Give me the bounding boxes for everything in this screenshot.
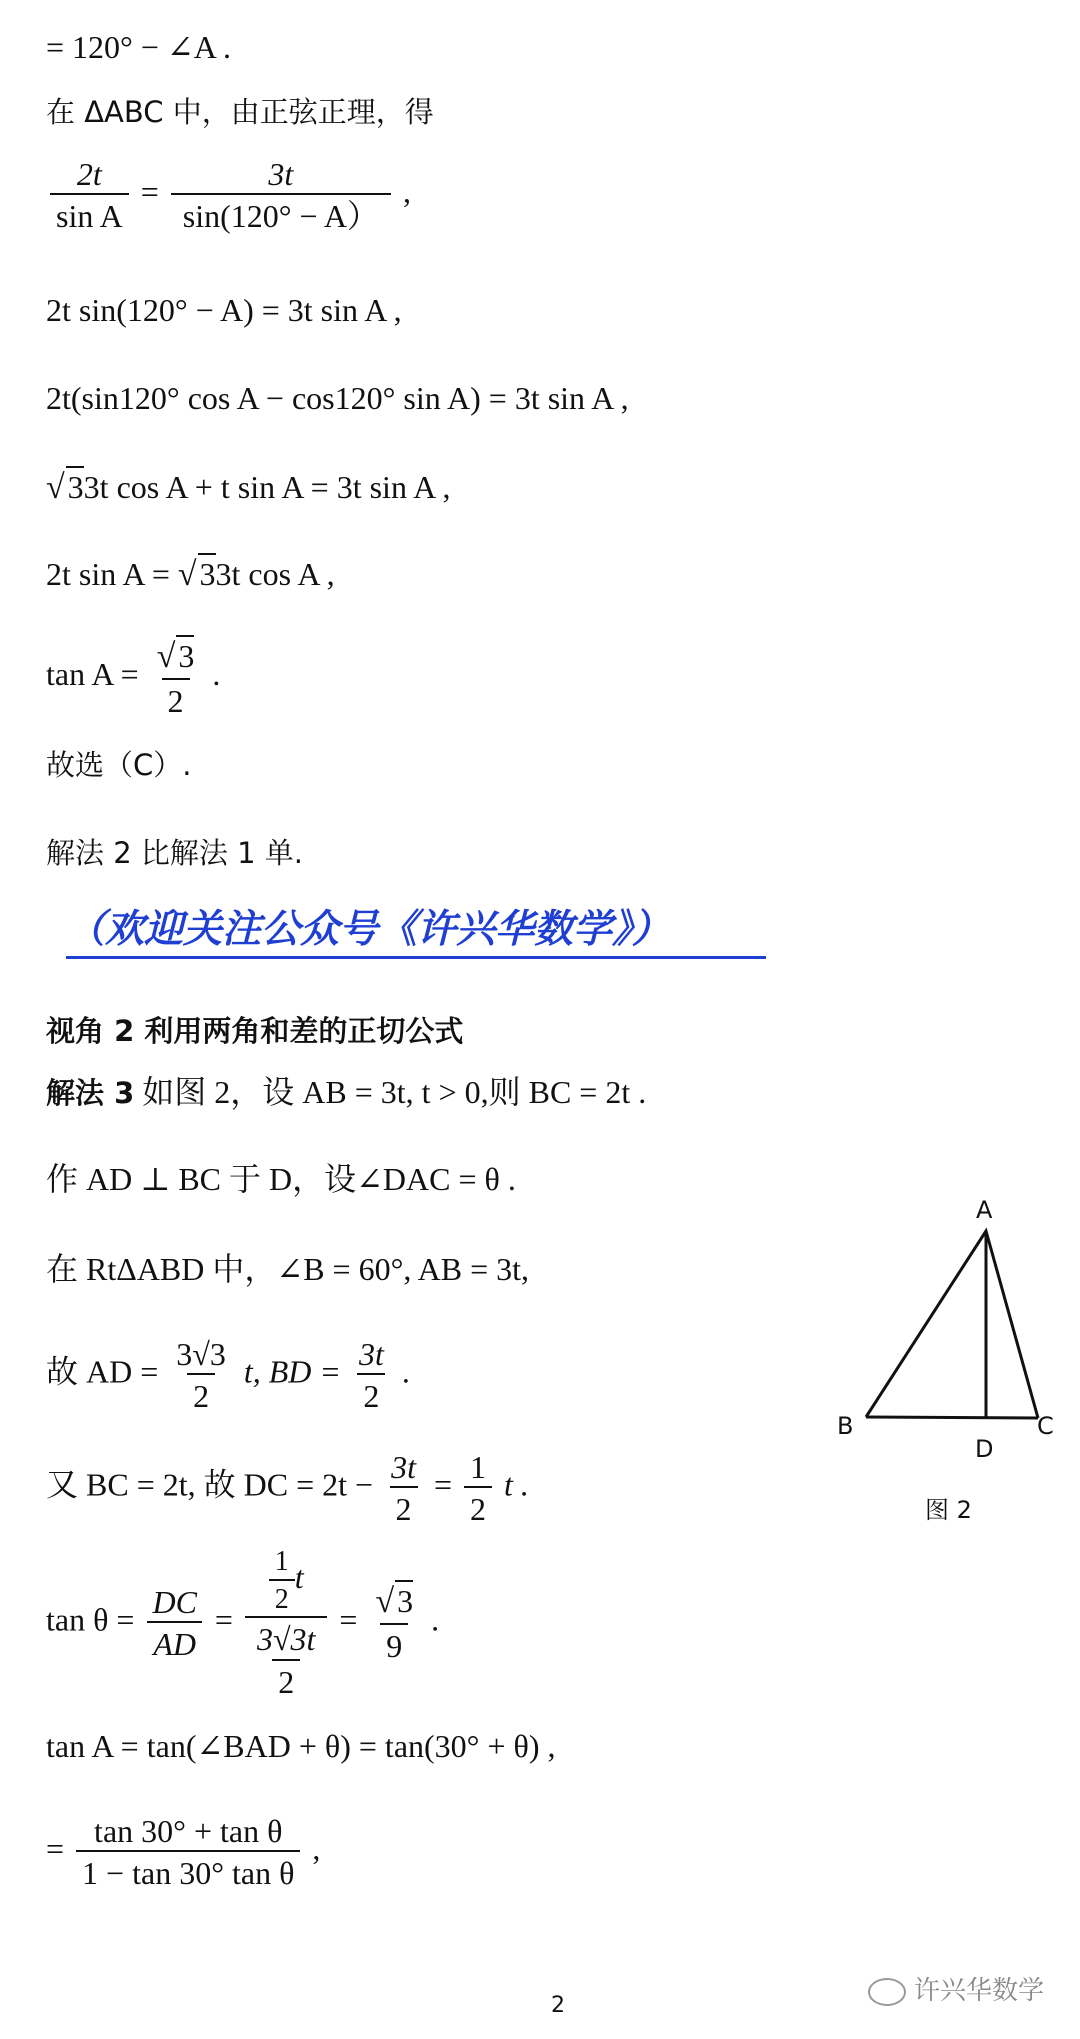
section-heading: 视角 2 利用两角和差的正切公式 xyxy=(46,1014,464,1048)
equation-line-1: = 120° − ∠A . xyxy=(46,29,232,65)
figure-caption: 图 2 xyxy=(925,1496,972,1524)
equation-line-4: 2t sin(120° − A) = 3t sin A , xyxy=(46,292,402,328)
equation-line-5: 2t(sin120° cos A − cos120° sin A) = 3t sin A , xyxy=(46,380,629,416)
triangle-outline xyxy=(866,1231,1038,1418)
promo-banner: （欢迎关注公众号《许兴华数学》） xyxy=(66,898,766,959)
text-answer-choice: 故选（C）. xyxy=(46,748,192,782)
sqrt-3: 3 xyxy=(66,466,84,506)
vertex-label-b: B xyxy=(837,1412,854,1440)
equation-line-12: 在 RtΔABD 中，∠B = 60°, AB = 3t, xyxy=(46,1251,530,1287)
equation-tan-a: tan A = $\frac{√3}{2}$ . xyxy=(46,635,220,720)
equation-tan-sum: tan A = tan(∠BAD + θ) = tan(30° + θ) , xyxy=(46,1728,556,1764)
equation-tan-theta: tan θ = $\frac{DC}{AD}$ = $\frac{1}{2}$ t $\frac{3√3t}{2}$ = $\frac{√3}{9}$ . xyxy=(46,1546,440,1700)
equation-tan-formula: = $\frac{\text{tan 30° + tan θ}}{\text{1 − tan 30° tan θ}}$ , xyxy=(46,1813,321,1892)
compound-fraction: $\frac{1}{2}$ t $\frac{3√3t}{2}$ xyxy=(245,1545,327,1701)
point-label-d: D xyxy=(975,1435,994,1463)
method-3-intro: 解法 3 如图 2，设 AB = 3t, t > 0,则 BC = 2t . xyxy=(46,1074,647,1110)
text-method-comparison: 解法 2 比解法 1 单. xyxy=(46,836,303,870)
equation-line-11: 作 AD ⊥ BC 于 D，设∠DAC = θ . xyxy=(46,1161,516,1197)
fraction-sqrt3-over-2: $\frac{√3}{2}$ xyxy=(151,635,201,720)
fraction-left: $\frac{2t}{\text{sin A}}$ xyxy=(50,155,129,236)
triangle-figure xyxy=(840,1195,1080,1425)
vertex-label-c: C xyxy=(1037,1412,1054,1440)
text-line-sine-law: 在 ΔABC 中，由正弦正理，得 xyxy=(46,95,434,129)
wechat-icon xyxy=(868,1978,906,2006)
equation-line-7: 2t sin A = √33t cos A , xyxy=(46,553,335,596)
vertex-label-a: A xyxy=(976,1196,993,1224)
equation-ad-bd: 故 AD = $\frac{3√3}{2}$ t, BD = $\frac{3t}{2}$ . xyxy=(46,1336,410,1415)
equation-sine-ratio: $\frac{2t}{\text{sin A}}$ = $\frac{3t}{\sin(120^\circ - A)}$ , xyxy=(46,155,411,236)
fraction-right: $\frac{3t}{\sin(120^\circ - A)}$ xyxy=(171,155,391,236)
equation-dc: 又 BC = 2t, 故 DC = 2t − $\frac{3t}{2}$ = $\frac{1}{2}$ t . xyxy=(46,1449,529,1528)
segment-bc xyxy=(866,1417,1038,1418)
watermark: 许兴华数学 xyxy=(868,1970,1044,2007)
equation-line-6: √33t cos A + t sin A = 3t sin A , xyxy=(46,466,451,509)
page-number: 2 xyxy=(551,1993,565,2018)
